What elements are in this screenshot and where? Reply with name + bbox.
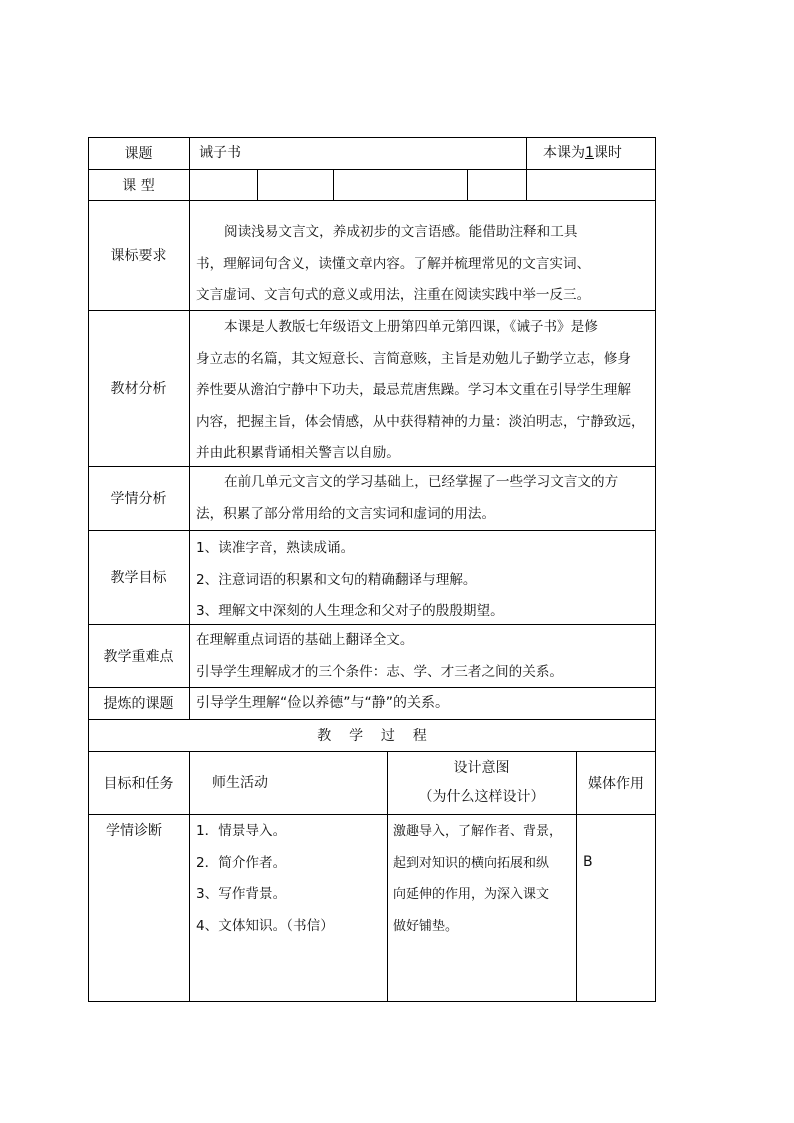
key-points-text [196,625,654,688]
material-line: 内容，把握主旨，体会情感，从中获得精神的力量：淡泊明志，宁静致远， [196,413,645,430]
type-cell-divider [257,169,258,200]
material-line: 身立志的名篇，其文短意长、言简意赅，主旨是劝勉儿子勤学立志，修身 [196,350,631,367]
standards-label: 课标要求 [110,248,167,264]
media-header: 媒体作用 [588,775,644,792]
activity-item: 1．情景导入。 [196,823,287,839]
goal-item: 3、理解文中深刻的人生理念和父对子的殷殷期望。 [196,603,504,619]
standards-line: 文言虚词、文言句式的意义或用法，注重在阅读实践中举一反三。 [196,287,591,303]
goal-item: 2、注意词语的积累和文句的精确翻译与理解。 [196,571,477,588]
intent-line: 向延伸的作用，为深入课文 [393,887,550,902]
learners-line: 法，积累了部分常用给的文言实词和虚词的用法。 [196,505,496,522]
hours-suffix: 课时 [593,145,622,161]
type-cell-divider [333,169,334,200]
lesson-hours [543,143,622,163]
hours-prefix: 本课为 [543,145,585,161]
type-cell-divider [526,169,527,200]
material-line: 本课是人教版七年级语文上册第四单元第四课，《诫子书》是修 [224,319,598,335]
material-label: 教材分析 [110,381,167,397]
topic-label: 课题 [124,146,153,162]
goals-text [196,533,654,628]
material-text [196,312,654,470]
intent-header-line: （为什么这样设计） [418,788,545,805]
topic-value: 诫子书 [199,145,241,161]
standards-text [196,217,654,312]
intent-line: 做好铺垫。 [393,918,459,934]
activity-header: 师生活动 [212,775,268,791]
goal-task-header: 目标和任务 [103,775,174,792]
media-cell: B [583,854,593,870]
goal-task-cell: 学情诊断 [106,823,162,839]
lesson-plan-table [88,137,656,1002]
process-title: 教 学 过 程 [317,728,427,744]
goals-label: 教学目标 [110,570,167,586]
intent-line: 起到对知识的横向拓展和纵 [393,855,550,871]
key-point-item: 在理解重点词语的基础上翻译全文。 [196,632,414,648]
intent-line: 激趣导入，了解作者、背景， [393,824,563,839]
learners-label: 学情分析 [110,491,167,507]
learners-line: 在前几单元文言文的学习基础上，已经掌握了一些学习文言文的方 [224,474,619,490]
table-border-bottom [88,1001,656,1002]
table-border-right [655,137,656,1002]
activity-item: 2．简介作者。 [196,854,287,871]
intent-header-line: 设计意图 [453,759,510,776]
key-points-label: 教学重难点 [103,648,174,665]
standards-line: 阅读浅易文言文，养成初步的文言语感。能借助注释和工具 [224,224,578,240]
goal-column-divider [189,751,190,1002]
activity-item: 3、写作背景。 [196,886,287,902]
row-divider [88,814,656,815]
activities-cell [196,816,384,942]
refined-topic-label: 提炼的课题 [103,696,174,712]
hours-column-divider [526,137,527,169]
refined-topic-value: 引导学生理解“俭以养德”与“静”的关系。 [196,695,450,711]
learners-text [196,467,654,530]
label-column-divider [189,137,190,719]
material-line: 并由此积累背诵相关警言以自励。 [196,445,400,461]
goal-item: 1、读准字音，熟读成诵。 [196,540,355,556]
material-line: 养性要从澹泊宁静中下功夫，最忌荒唐焦躁。学习本文重在引导学生理解 [196,382,631,398]
hours-value: 1 [585,145,594,161]
activity-item: 4、文体知识。（书信） [196,917,334,934]
intent-cell [393,816,575,942]
standards-line: 书，理解词句含义，读懂文章内容。了解并梳理常见的文言实词、 [196,255,591,272]
type-cell-divider [467,169,468,200]
type-label: 课 型 [122,177,155,194]
intent-header [387,751,576,814]
key-point-item: 引导学生理解成才的三个条件：志、学、才三者之间的关系。 [196,663,564,680]
